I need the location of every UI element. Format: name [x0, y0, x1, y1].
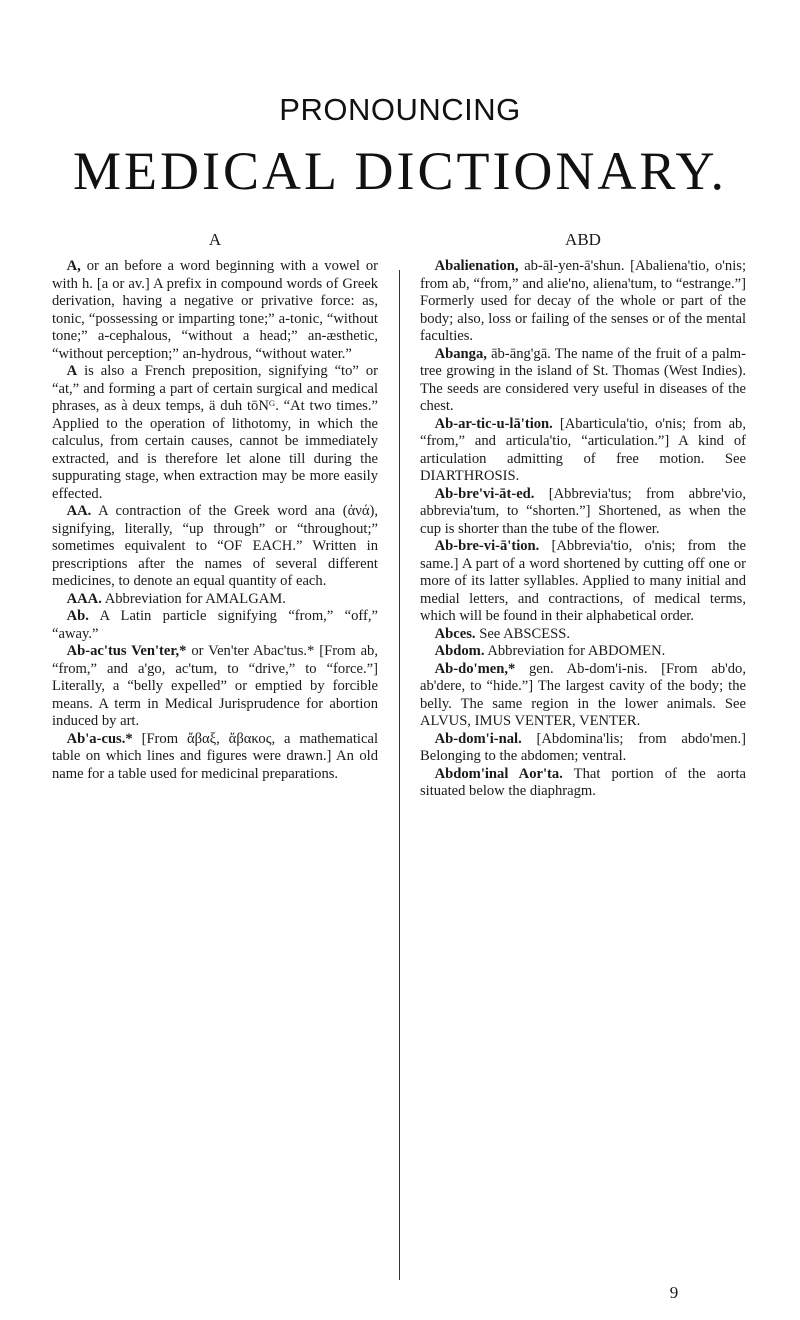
title-medical-dictionary: MEDICAL DICTIONARY.	[72, 141, 727, 201]
dictionary-entry	[420, 486, 746, 539]
entry-headword: A	[66, 363, 78, 379]
entry-headword: Ab-ar-tic-u-lā'tion.	[434, 415, 553, 432]
dictionary-entry	[52, 591, 378, 609]
entry-headword: Ab-bre'vi-āt-ed.	[434, 485, 535, 502]
right-entries	[420, 258, 746, 801]
page-number: 9	[669, 1283, 679, 1302]
entry-text: [Abbrevia'tio, o'nis; from the same.] A part of a word shortened by cutting off one or more of its latter syllables. Applied to many initial and medial letters, and contractions, of medical terms, which will be found in their alphabetical order.	[420, 538, 746, 624]
entry-text: gen. Ab-dom'i-nis. [From ab'do, ab'dere, to “hide.”] The largest cavity of the body; the belly. The same region in the lower animals. See ALVUS, IMUS VENTER, VENTER.	[420, 660, 746, 729]
dictionary-entry	[420, 346, 746, 416]
title-pronouncing: PRONOUNCING	[279, 92, 521, 127]
entry-text: Abbreviation for ABDOMEN.	[487, 643, 666, 659]
entry-headword: Ab-ac'tus Ven'ter,*	[66, 643, 187, 659]
dictionary-entry	[52, 363, 378, 503]
entry-headword: Ab-do'men,*	[434, 660, 516, 677]
entry-text: [Abarticula'tio, o'nis; from ab, “from,” and articula'tio, “articulation.”] A kind of articulation admitting of free motion. See DIARTHROSIS.	[420, 415, 746, 484]
dictionary-entry	[420, 626, 746, 644]
dictionary-entry	[420, 766, 746, 801]
column-divider	[399, 270, 400, 1280]
right-column	[420, 230, 746, 1280]
entry-text: [From ἄβαξ, ἄβακος, a mathematical table on which lines and figures were drawn.] An old name for a table used for medicinal preparations.	[52, 730, 378, 782]
left-entries	[52, 258, 378, 783]
dictionary-entry	[52, 503, 378, 591]
entry-headword: Ab-dom'i-nal.	[434, 730, 522, 747]
entry-text: or an before a word beginning with a vowel or with h. [a or av.] A prefix in compound words of Greek derivation, having a negative or privative force: as, tonic, “possessing or imparting tone;” a-tonic, “without tone;” a-cephalous, “without a head;” an-æsthetic, “without perception;” an-hydrous, “without water.”	[52, 258, 378, 362]
entry-headword: AA.	[66, 503, 92, 519]
dictionary-entry	[420, 258, 746, 346]
entry-headword: Ab-bre-vi-ā'tion.	[434, 538, 540, 554]
two-column-body	[52, 230, 746, 1280]
dictionary-entry	[52, 643, 378, 731]
entry-text: [Abdomina'lis; from abdo'men.] Belonging to the abdomen; ventral.	[420, 730, 746, 764]
dictionary-entry	[420, 731, 746, 766]
right-column-head: ABD	[565, 230, 601, 249]
left-column-head: A	[208, 230, 222, 249]
entry-text: [Abbrevia'tus; from abbre'vio, abbrevia'tum, to “shorten.”] Shortened, as when the cup is shorter than the tube of the flower.	[420, 485, 746, 537]
entry-headword: Ab'a-cus.*	[66, 730, 133, 747]
left-column	[52, 230, 378, 1280]
dictionary-entry	[52, 731, 378, 784]
dictionary-entry	[420, 416, 746, 486]
entry-headword: Ab.	[66, 608, 89, 624]
dictionary-entry	[52, 608, 378, 643]
entry-text: A Latin particle signifying “from,” “off,” “away.”	[52, 608, 378, 642]
dictionary-entry	[420, 661, 746, 731]
entry-headword: Abalienation,	[434, 258, 519, 274]
entry-text: A contraction of the Greek word ana (ἀνά), signifying, literally, “up through” or “throughout;” sometimes equivalent to “OF EACH.” Written in prescriptions after the names of several different medicines, to denote an equal quantity of each.	[52, 503, 379, 589]
entry-headword: A,	[66, 258, 81, 274]
entry-text: is also a French preposition, signifying “to” or “at,” and forming a part of certain surgical and medical phrases, as à deux temps, ä duh tōNᴳ. “At two times.” Applied to the operation of lithotomy, in which the calculus, from certain causes, cannot be immediately extracted, and is therefore let alone till during the suppurating stage, when extraction may be more easily effected.	[52, 363, 379, 502]
entry-headword: Abanga,	[434, 345, 487, 362]
entry-text: Abbreviation for AMALGAM.	[104, 590, 286, 607]
entry-text: See ABSCESS.	[479, 625, 571, 642]
entry-headword: Abdom'inal Aor'ta.	[434, 765, 563, 782]
entry-headword: Abces.	[434, 625, 476, 642]
entry-text: āb-āng'gā. The name of the fruit of a palm-tree growing in the island of St. Thomas (West Indies). The seeds are considered very useful in diseases of the chest.	[420, 345, 746, 414]
entry-text: or Ven'ter Abac'tus.* [From ab, “from,” and a'go, ac'tum, to “drive,” to “force.”] Literally, a “belly expelled” or emptied by forcible means. A term in Medical Jurisprudence for abortion induced by art.	[52, 643, 379, 729]
entry-text: That portion of the aorta situated below the diaphragm.	[420, 765, 746, 799]
dictionary-entry	[420, 643, 746, 661]
entry-text: ab-āl-yen-ā'shun. [Abaliena'tio, o'nis; from ab, “from,” and alie'no, aliena'tum, to “estrange.”] Formerly used for decay of the whole or part of the body; also, loss or failing of the senses or of the mental faculties.	[420, 258, 746, 344]
dictionary-entry	[52, 258, 378, 363]
dictionary-entry	[420, 538, 746, 626]
entry-headword: AAA.	[66, 590, 102, 607]
entry-headword: Abdom.	[434, 643, 485, 659]
